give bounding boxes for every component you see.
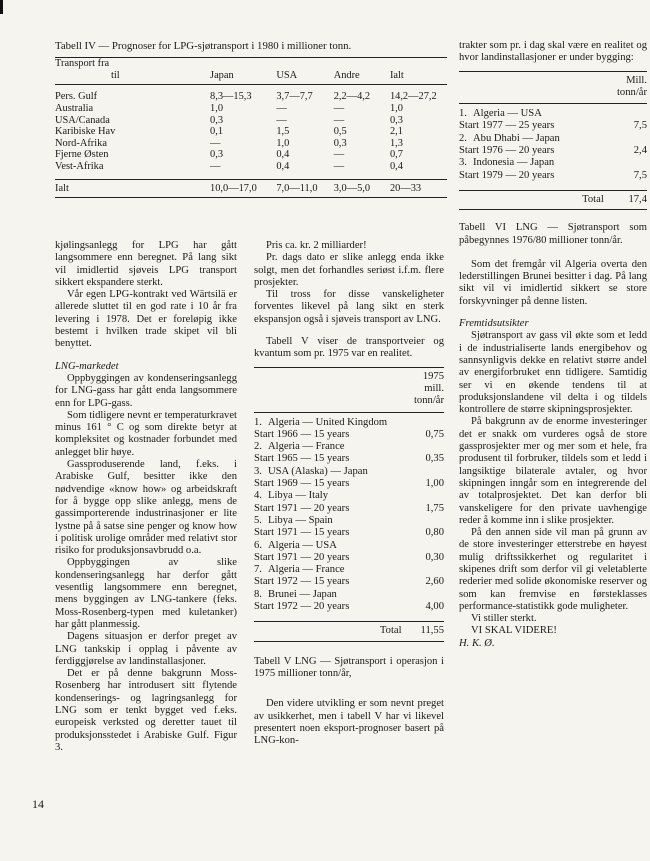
table-6-caption: Tabell VI LNG — Sjøtransport som påbegynnes 1976/80 millioner tonn/år. xyxy=(459,222,647,246)
paragraph: Til tross for disse vanskeligheter forventes likevel på lang sikt en sterk ekspansjon også i sjøveis transport av LNG. xyxy=(254,289,444,325)
cell: 0,4 xyxy=(276,161,290,173)
table-4-col-header: USA xyxy=(276,70,333,85)
table-row xyxy=(55,115,447,127)
paragraph: Den videre utvikling er som nevnt preget av usikkerhet, men i tabell V har vi likevel presentert noen eksport-prognoser basert på LNG-kon- xyxy=(254,698,444,747)
table-row: Start 1966 — 15 years 0,75 xyxy=(254,428,444,440)
table-6 xyxy=(459,71,647,211)
paragraph: Som det fremgår vil Algeria overta den lederstillingen Brunei besitter i dag. På lang sikt vil vi imidlertid sikkert se store forskyvninger på denne listen. xyxy=(459,258,647,307)
table-row: 7. Algeria — France xyxy=(254,564,345,576)
table-4 xyxy=(55,40,447,198)
row-label: Pers. Gulf xyxy=(55,91,98,103)
table-row xyxy=(55,138,447,150)
table-4-col-header: Ialt xyxy=(390,70,447,85)
closing-line: VI SKAL VIDERE! xyxy=(471,625,557,637)
table-row: 3. Indonesia — Japan xyxy=(459,157,555,169)
table-5-caption: Tabell V LNG — Sjøtransport i operasjon i 1975 millioner tonn/år, xyxy=(254,655,444,679)
section-heading: LNG-markedet xyxy=(55,360,119,372)
table-4-caption: Tabell IV — Prognoser for LPG-sjøtransport i 1980 i millioner tonn. xyxy=(55,40,352,52)
cell: 0,5 xyxy=(333,126,347,138)
row-label: Australia xyxy=(55,103,94,115)
table-row: 8. Brunei — Japan xyxy=(254,588,337,600)
paragraph: Oppbyggingen av kondenseringsanlegg for LNG-gass har gått enda langsommere enn for LPG-gass. xyxy=(55,372,237,409)
table-4-col-header: Japan xyxy=(206,70,276,85)
cell: 3,0—5,0 xyxy=(334,179,390,198)
paragraph: Dagens situasjon er derfor preget av LNG tankskip i opplag i påvente av ferdiggjørelse av landinstallasjoner. xyxy=(55,631,237,667)
table-row: Start 1972 — 20 years 4,00 xyxy=(254,601,444,613)
table-row: Start 1977 — 25 years 7,5 xyxy=(459,120,647,132)
table-row: Start 1969 — 15 years 1,00 xyxy=(254,478,444,490)
cell: 3,7—7,7 xyxy=(276,91,313,103)
table-row xyxy=(55,126,447,138)
cell: — xyxy=(276,103,287,115)
table-row: Start 1965 — 15 years 0,35 xyxy=(254,453,444,465)
section-heading: Fremtidsutsikter xyxy=(459,318,529,330)
table-row xyxy=(55,161,447,179)
cell: — xyxy=(210,137,221,149)
table-total-row xyxy=(55,179,447,198)
cell: 20—33 xyxy=(390,179,447,198)
row-label: Ialt xyxy=(55,179,206,198)
page-number: 14 xyxy=(32,797,44,811)
cell: — xyxy=(333,103,345,115)
cell: — xyxy=(333,161,345,173)
table-5-header: 1975 mill. tonn/år xyxy=(254,367,444,412)
table-row xyxy=(55,149,447,161)
cell: 1,0 xyxy=(210,103,224,115)
cell: 1,0 xyxy=(389,103,403,115)
paragraph: På bakgrunn av de enorme investeringer det er snakk om vurderes også de store gassprosjekter mer og mer som et hele, fra produsent til forbruker, tildels som et ledd i langsiktige bilaterale avtaler, og hvor skipningen inngår som en integrerende del av totalprosjektet. Det kan derfor bli vanskeligere for den private uavhengige reder å komme inn i slike prosjekter. xyxy=(459,416,647,526)
table-row xyxy=(55,85,447,103)
table-total-row: Total 11,55 xyxy=(254,622,444,641)
paragraph: Det er på denne bakgrunn Moss-Rosenberg har introdusert sitt flytende kondenserings- og lagringsanlegg for LNG som er tenkt bygget ved f.eks. europeisk verksted og deretter tauet til produksjonsstedet i Arabiske Gulf. Figur 3. xyxy=(55,668,237,753)
cell: 0,3 xyxy=(389,114,403,126)
row-label: Fjerne Østen xyxy=(55,149,109,161)
signature: H. K. Ø. xyxy=(459,637,495,649)
table-4-header-from: Transport fra xyxy=(55,58,206,70)
cell: — xyxy=(333,149,345,161)
table-row: Start 1976 — 20 years 2,4 xyxy=(459,145,647,157)
text-column-1 xyxy=(55,240,237,754)
table-row xyxy=(55,103,447,115)
paragraph: Pr. dags dato er slike anlegg enda ikke solgt, men det forhandles seriøst i.f.m. flere prosjekter. xyxy=(254,252,444,288)
table-row: 1. Algeria — United Kingdom xyxy=(254,416,388,428)
cell: 0,4 xyxy=(389,161,403,173)
table-row: Start 1971 — 15 years 0,80 xyxy=(254,527,444,539)
row-label: USA/Canada xyxy=(55,114,110,126)
table-row: 6. Algeria — USA xyxy=(254,539,337,551)
table-row: Start 1971 — 20 years 0,30 xyxy=(254,551,444,563)
table-row: Start 1979 — 20 years 7,5 xyxy=(459,169,647,181)
paragraph: trakter som pr. i dag skal være en realitet og hvor landinstallasjoner er under bygging: xyxy=(459,40,647,64)
paragraph: Tabell V viser de transportveier og kvantum som pr. 1975 var en realitet. xyxy=(254,336,444,360)
table-4-col-header: Andre xyxy=(334,70,390,85)
table-4-header-to: til xyxy=(55,70,206,85)
cell: — xyxy=(333,114,345,126)
table-row: 4. Libya — Italy xyxy=(254,490,329,502)
table-row: Start 1971 — 20 years 1,75 xyxy=(254,502,444,514)
cell: 0,1 xyxy=(210,126,224,138)
cell: 10,0—17,0 xyxy=(206,179,276,198)
table-5 xyxy=(254,367,444,642)
table-row: 1. Algeria — USA xyxy=(459,108,542,120)
table-total-row: Total 17,4 xyxy=(459,190,647,209)
cell: — xyxy=(210,161,221,173)
row-label: Nord-Afrika xyxy=(55,137,107,149)
paragraph: Vår egen LPG-kontrakt ved Wärtsilä er allerede sluttet til en god rate i 10 år fra levering i 1978. Det er foreløpig ikke bestemt i hvilken trade skipet vil bli benyttet. xyxy=(55,289,237,350)
cell: 8,3—15,3 xyxy=(210,91,252,103)
cell: 0,3 xyxy=(210,149,224,161)
paragraph: Sjøtransport av gass vil økte som et ledd i de industrialiserte lands energibehov og sannsynligvis dekke en relativt større andel av energiforbruket enn tidligere. Samtidig ser vi en økende tendens til at produksjonslandene vil delta i og tildels kontrollere de større skipningsprosjekter. xyxy=(459,330,647,416)
cell: 14,2—27,2 xyxy=(389,91,437,103)
row-label: Karibiske Hav xyxy=(55,126,116,138)
text-column-3 xyxy=(459,40,647,650)
paragraph: kjølingsanlegg for LPG har gått langsommere enn beregnet. På lang sikt vil imidlertid sjøveis LPG transport sikkert ekspandere sterkt. xyxy=(55,240,237,288)
cell: 0,4 xyxy=(276,149,290,161)
cell: 1,5 xyxy=(276,126,290,138)
row-label: Vest-Afrika xyxy=(55,161,104,173)
paragraph: På den annen side vil man på grunn av de store investeringer etterstrebe en høyest mulig driftssikkerhet og regularitet i skipenes drift som derfor vil gi veletablerte rederier med solide økonomiske reserver og som kan fremvise en førsteklasses performance-statistikk gode muligheter. xyxy=(459,527,647,612)
paragraph: Pris ca. kr. 2 milliarder! xyxy=(266,240,367,251)
cell: 2,1 xyxy=(389,126,403,138)
cell: 0,3 xyxy=(333,137,347,149)
table-row: Start 1972 — 15 years 2,60 xyxy=(254,576,444,588)
table-row: 5. Libya — Spain xyxy=(254,514,333,526)
cell: 0,3 xyxy=(210,114,224,126)
paragraph: Oppbyggingen av slike kondenseringsanlegg har derfor gått vesentlig langsommere enn beregnet, mens byggingen av LNG-tankere (feks. Moss-Rosenberg-typen med kuletanker) har gått planmessig. xyxy=(55,557,237,630)
table-row: 3. USA (Alaska) — Japan xyxy=(254,465,368,477)
cell: 2,2—4,2 xyxy=(333,91,371,103)
cell: 7,0—11,0 xyxy=(276,179,333,198)
cell: — xyxy=(276,114,287,126)
cell: 0,7 xyxy=(389,149,403,161)
paragraph: Som tidligere nevnt er temperaturkravet minus 161 ° C og som direkte betyr at kompleksitet og kostnader forbundet med anlegget blir høye. xyxy=(55,409,237,458)
paragraph: Gassproduserende land, f.eks. i Arabiske Gulf, besitter ikke den nødvendige «know how» og arbeidskraft for å bygge opp slike anlegg, mens de gassimporterende industrinasjoner er lite lystne på å satse sine penger og know how i politisk urolige områder med relativt stor risiko for produksjonsavbrudd o.a. xyxy=(55,459,237,557)
table-4-grid xyxy=(55,57,447,198)
paragraph: Vi stiller sterkt. xyxy=(471,613,537,625)
cell: 1,3 xyxy=(389,137,403,149)
text-column-2 xyxy=(254,240,444,747)
table-row: 2. Abu Dhabi — Japan xyxy=(459,132,560,144)
table-row: 2. Algeria — France xyxy=(254,441,345,453)
cell: 1,0 xyxy=(276,137,290,149)
page-edge-mark xyxy=(0,0,3,14)
table-6-header: Mill. tonn/år xyxy=(459,71,647,104)
